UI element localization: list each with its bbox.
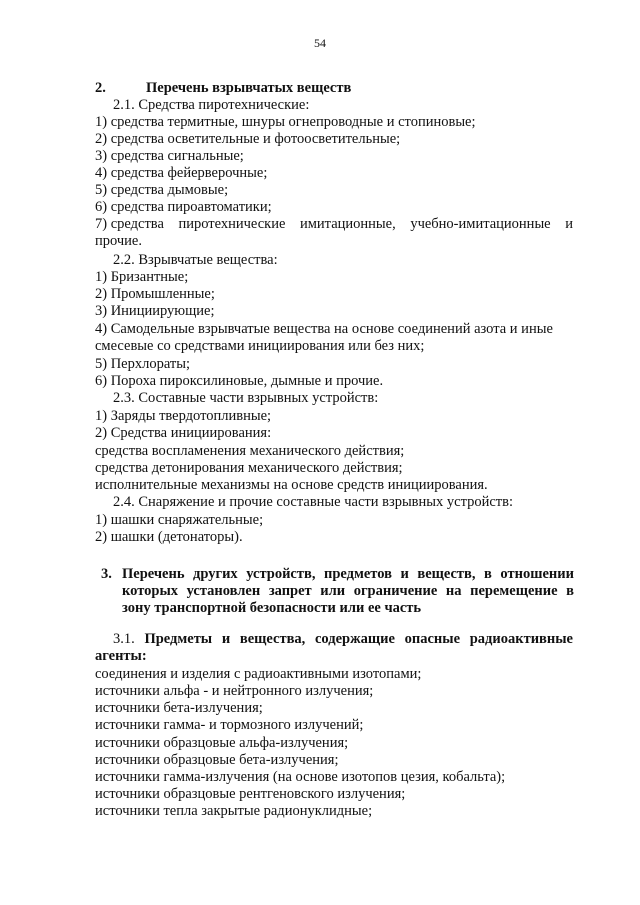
- title-line: [122, 583, 574, 600]
- word: или: [320, 583, 346, 599]
- page-number: 54: [314, 36, 326, 50]
- subsection-2-1-heading: 2.1. Средства пиротехнические:: [113, 97, 310, 113]
- list-item: 3) Инициирующие;: [95, 303, 215, 319]
- list-item: источники альфа - и нейтронного излучения;: [95, 683, 374, 699]
- word: ограничение: [353, 583, 438, 599]
- list-item: 1) Заряды твердотопливные;: [95, 408, 272, 424]
- section-2-title: Перечень взрывчатых веществ: [146, 80, 352, 96]
- title-line: зону транспортной безопасности или ее часть: [122, 600, 422, 616]
- word: 7) средства: [95, 216, 164, 232]
- word: и: [565, 216, 573, 232]
- list-item: 1) шашки снаряжательные;: [95, 512, 264, 528]
- list-item: 3) средства сигнальные;: [95, 148, 244, 164]
- list-item: средства детонирования механического действия;: [95, 460, 403, 476]
- word: предметов: [323, 566, 392, 582]
- word: Перечень: [122, 566, 185, 582]
- subsection-3-1-number: 3.1.: [113, 631, 135, 647]
- list-item: источники тепла закрытые радионуклидные;: [95, 803, 373, 819]
- list-item: источники гамма- и тормозного излучений;: [95, 717, 364, 733]
- list-item: 1) средства термитные, шнуры огнепроводные и стопиновые;: [95, 114, 476, 130]
- list-item: 2) Промышленные;: [95, 286, 215, 302]
- word: учебно-имитационные: [410, 216, 551, 232]
- list-item: источники образцовые бета-излучения;: [95, 752, 339, 768]
- list-item: 5) средства дымовые;: [95, 182, 229, 198]
- word: отношении: [500, 566, 574, 582]
- word: пиротехнические: [178, 216, 286, 232]
- word: имитационные,: [299, 216, 396, 232]
- subsection-2-3-heading: 2.3. Составные части взрывных устройств:: [113, 390, 379, 406]
- word: устройств,: [246, 566, 316, 582]
- list-item: исполнительные механизмы на основе средств инициирования.: [95, 477, 488, 493]
- subsection-2-4-heading: 2.4. Снаряжение и прочие составные части взрывных устройств:: [113, 494, 514, 510]
- subsection-3-1-heading: [113, 631, 573, 648]
- title-line: [122, 566, 574, 583]
- word: и: [400, 566, 409, 582]
- section-3-title: [122, 566, 574, 617]
- list-item: источники образцовые альфа-излучения;: [95, 735, 349, 751]
- list-item: 6) средства пироавтоматики;: [95, 199, 272, 215]
- list-item: 2) шашки (детонаторы).: [95, 529, 243, 545]
- word: перемещение: [470, 583, 558, 599]
- word: запрет: [268, 583, 312, 599]
- list-item-justified: [95, 216, 573, 233]
- list-item: источники гамма-излучения (на основе изотопов цезия, кобальта);: [95, 769, 506, 785]
- word: которых: [122, 583, 179, 599]
- list-item: соединения и изделия с радиоактивными изотопами;: [95, 666, 422, 682]
- word: опасные: [404, 631, 461, 647]
- subsection-2-2-heading: 2.2. Взрывчатые вещества:: [113, 252, 278, 268]
- word: и: [221, 631, 231, 647]
- list-item: 1) Бризантные;: [95, 269, 189, 285]
- word: в: [566, 583, 574, 599]
- word: Предметы: [144, 631, 213, 647]
- word: на: [445, 583, 462, 599]
- list-item: источники бета-излучения;: [95, 700, 263, 716]
- word: вещества,: [239, 631, 306, 647]
- list-item-continuation: смесевые со средствами инициирования или без них;: [95, 338, 425, 354]
- list-item: 2) средства осветительные и фотоосветительные;: [95, 131, 401, 147]
- list-item: 6) Пороха пироксилиновые, дымные и прочие.: [95, 373, 384, 389]
- list-item-continuation: прочие.: [95, 233, 142, 249]
- list-item: 2) Средства инициирования:: [95, 425, 272, 441]
- list-item: 4) средства фейерверочные;: [95, 165, 268, 181]
- list-item: 4) Самодельные взрывчатые вещества на основе соединений азота и иные: [95, 321, 553, 337]
- word: в: [484, 566, 492, 582]
- word: других: [193, 566, 238, 582]
- section-2-number: 2.: [95, 80, 106, 96]
- word: веществ,: [417, 566, 476, 582]
- section-3-number: 3.: [101, 566, 112, 582]
- word: содержащие: [315, 631, 395, 647]
- word: установлен: [186, 583, 261, 599]
- word: радиоактивные: [469, 631, 573, 647]
- subsection-3-1-heading-continuation: агенты:: [95, 648, 147, 664]
- list-item: средства воспламенения механического действия;: [95, 443, 405, 459]
- list-item: 5) Перхлораты;: [95, 356, 191, 372]
- list-item: источники образцовые рентгеновского излучения;: [95, 786, 406, 802]
